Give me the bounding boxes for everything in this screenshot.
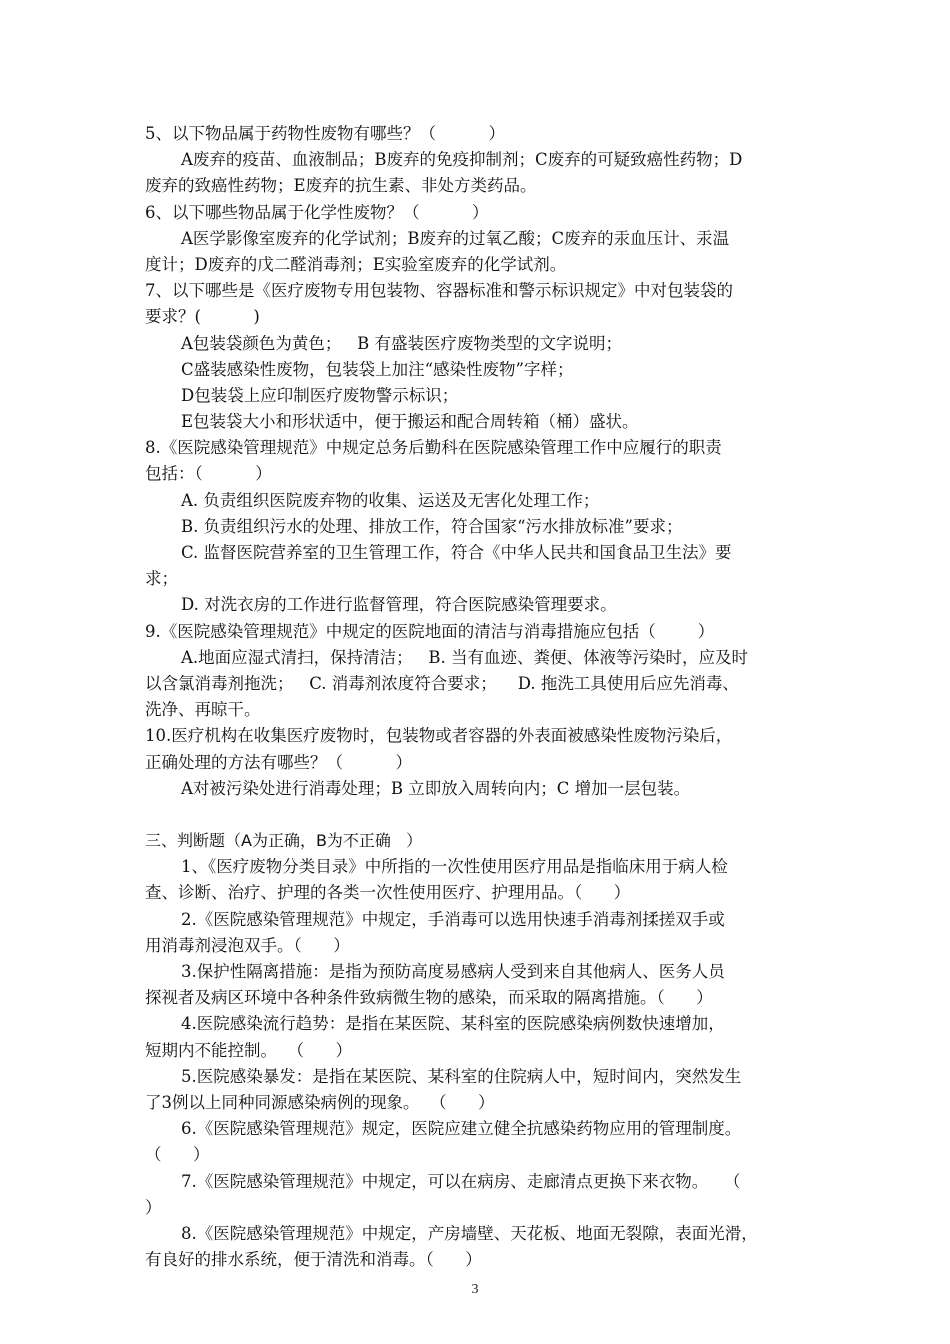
text-line: 4.医院感染流行趋势：是指在某医院、某科室的医院感染病例数快速增加， bbox=[181, 1014, 725, 1034]
text-line: 查、诊断、治疗、护理的各类一次性使用医疗、护理用品。（ ） bbox=[145, 883, 631, 903]
document-body bbox=[145, 121, 813, 1273]
text-line: 了3例以上同种同源感染病例的现象。 （ ） bbox=[145, 1092, 495, 1112]
text-line: A包装袋颜色为黄色； B 有盛装医疗废物类型的文字说明； bbox=[181, 333, 623, 353]
text-line: 8.《医院感染管理规范》中规定总务后勤科在医院感染管理工作中应履行的职责 bbox=[145, 438, 722, 458]
text-line: 探视者及病区环境中各种条件致病微生物的感染，而采取的隔离措施。（ ） bbox=[145, 988, 713, 1008]
text-line: 5、以下物品属于药物性废物有哪些？（ ） bbox=[145, 124, 505, 143]
text-line: 6、以下哪些物品属于化学性废物？（ ） bbox=[145, 202, 489, 222]
blank-line bbox=[145, 802, 813, 828]
page-number: 3 bbox=[471, 1282, 479, 1297]
text-line: 度计；D废弃的戊二醛消毒剂；E实验室废弃的化学试剂。 bbox=[145, 254, 567, 274]
text-line: E包装袋大小和形状适中，便于搬运和配合周转箱（桶）盛状。 bbox=[181, 412, 639, 432]
text-line: A.地面应湿式清扫，保持清洁； B. 当有血迹、粪便、体液等污染时，应及时 bbox=[181, 647, 749, 667]
text-line: 洗净、再晾干。 bbox=[145, 700, 261, 720]
text-line: 2.《医院感染管理规范》中规定，手消毒可以选用快速手消毒剂揉搓双手或 bbox=[181, 909, 725, 929]
text-line: ） bbox=[145, 1197, 162, 1217]
text-line: 8.《医院感染管理规范》中规定，产房墙壁、天花板、地面无裂隙，表面光滑， bbox=[181, 1223, 758, 1243]
text-line: （ ） bbox=[145, 1145, 210, 1165]
text-line: A. 负责组织医院废弃物的收集、运送及无害化处理工作； bbox=[181, 490, 600, 510]
text-line: 求； bbox=[145, 569, 178, 589]
text-line: A医学影像室废弃的化学试剂；B废弃的过氧乙酸；C废弃的汞血压计、汞温 bbox=[181, 228, 730, 248]
text-line: 6.《医院感染管理规范》规定，医院应建立健全抗感染药物应用的管理制度。 bbox=[181, 1119, 742, 1139]
text-line: B. 负责组织污水的处理、排放工作，符合国家“污水排放标准”要求； bbox=[181, 516, 683, 536]
text-line: 用消毒剂浸泡双手。（ ） bbox=[145, 935, 350, 955]
text-line: 以含氯消毒剂拖洗； C. 消毒剂浓度符合要求； D. 拖洗工具使用后应先消毒、 bbox=[145, 673, 739, 693]
text-line: A对被污染处进行消毒处理；B 立即放入周转向内；C 增加一层包装。 bbox=[181, 778, 691, 798]
text-line: C. 监督医院营养室的卫生管理工作，符合《中华人民共和国食品卫生法》要 bbox=[181, 543, 732, 562]
text-line: 短期内不能控制。 （ ） bbox=[145, 1040, 352, 1060]
text-line: 正确处理的方法有哪些？（ ） bbox=[145, 752, 412, 772]
text-line: 7.《医院感染管理规范》中规定，可以在病房、走廊清点更换下来衣物。 （ bbox=[181, 1171, 741, 1191]
text-line: 5.医院感染暴发：是指在某医院、某科室的住院病人中，短时间内，突然发生 bbox=[181, 1066, 742, 1086]
text-line: 要求？( ) bbox=[145, 307, 260, 327]
text-line: D. 对洗衣房的工作进行监督管理，符合医院感染管理要求。 bbox=[181, 595, 617, 615]
text-line: D包装袋上应印制医疗废物警示标识； bbox=[181, 385, 459, 405]
text-line: 10.医疗机构在收集医疗废物时，包装物或者容器的外表面被感染性废物污染后， bbox=[145, 726, 733, 746]
text-line: 3.保护性隔离措施：是指为预防高度易感病人受到来自其他病人、医务人员 bbox=[181, 962, 725, 981]
text-line: 9.《医院感染管理规范》中规定的医院地面的清洁与消毒措施应包括（ ） bbox=[145, 621, 715, 641]
text-line: 7、以下哪些是《医疗废物专用包装物、容器标准和警示标识规定》中对包装袋的 bbox=[145, 281, 733, 301]
text-line: 废弃的致癌性药物；E废弃的抗生素、非处方类药品。 bbox=[145, 176, 537, 196]
text-line: 包括：（ ） bbox=[145, 464, 272, 484]
section-heading: 三、判断题（A为正确，B为不正确 ） bbox=[145, 831, 423, 851]
text-line: 1、《医疗废物分类目录》中所指的一次性使用医疗用品是指临床用于病人检 bbox=[181, 857, 728, 877]
text-line: C盛装感染性废物，包装袋上加注“感染性废物”字样； bbox=[181, 359, 574, 379]
text-line: A废弃的疫苗、血液制品；B废弃的免疫抑制剂；C废弃的可疑致癌性药物；D bbox=[181, 150, 743, 170]
text-line: 有良好的排水系统，便于清洗和消毒。（ ） bbox=[145, 1250, 482, 1270]
